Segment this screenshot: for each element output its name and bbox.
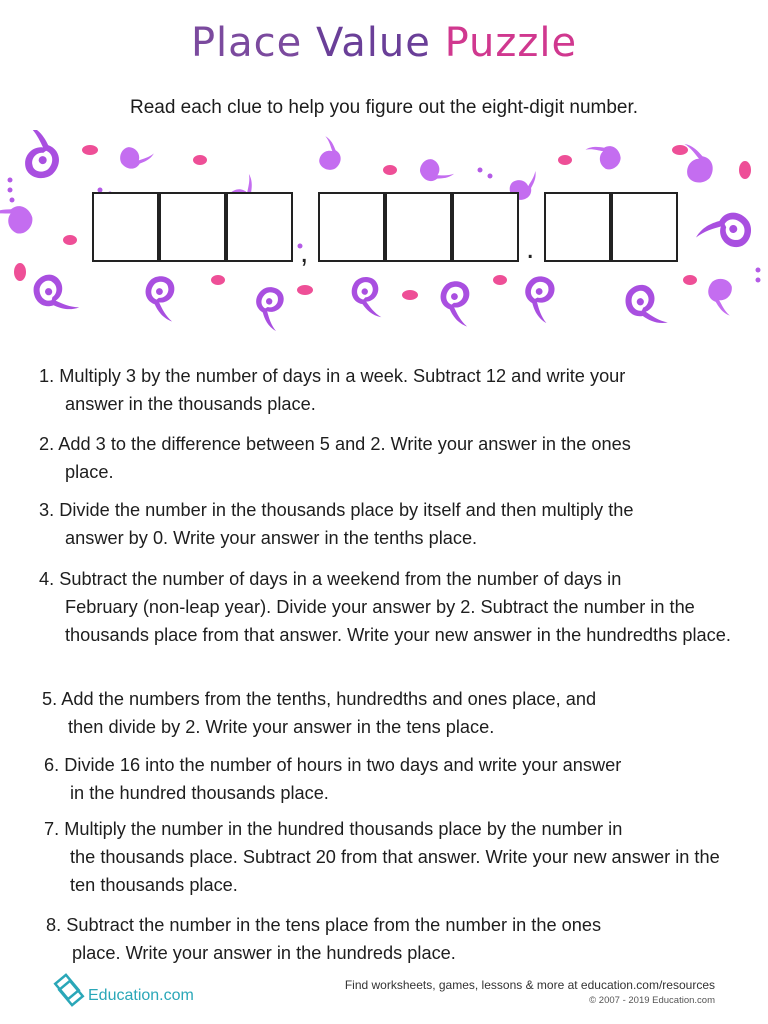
clue-number: 1. bbox=[39, 366, 55, 386]
clue-text: Divide 16 into the number of hours in two days and write your answer bbox=[64, 755, 622, 775]
clue-text: Subtract the number of days in a weekend from the number of days in bbox=[59, 569, 622, 589]
clue-text-continued: the thousands place. Subtract 20 from that answer. Write your new answer in the ten thousands place. bbox=[70, 847, 720, 895]
clue-text: Add the numbers from the tenths, hundredths and ones place, and bbox=[61, 689, 597, 709]
clue-text-continued: in the hundred thousands place. bbox=[70, 783, 329, 803]
clue-5 bbox=[42, 685, 742, 741]
clue-text: Subtract the number in the tens place from the number in the ones bbox=[66, 915, 602, 935]
clue-text-continued: place. bbox=[65, 462, 114, 482]
clue-number: 5. bbox=[42, 689, 58, 709]
digit-box-tens[interactable] bbox=[385, 192, 452, 262]
clue-text: Add 3 to the difference between 5 and 2. Write your answer in the ones bbox=[58, 434, 631, 454]
decimal-point: . bbox=[526, 232, 535, 265]
footer-tagline: Find worksheets, games, lessons & more at education.com/resources bbox=[344, 978, 715, 992]
digit-box-hundred-thousands[interactable] bbox=[92, 192, 159, 262]
clue-number: 3. bbox=[39, 500, 55, 520]
education-logo-text[interactable]: Education.com bbox=[88, 987, 194, 1004]
education-logo-icon[interactable] bbox=[52, 973, 92, 1013]
digit-box-thousands[interactable] bbox=[226, 192, 293, 262]
clue-3 bbox=[39, 496, 739, 552]
clue-number: 2. bbox=[39, 434, 55, 454]
clue-7 bbox=[44, 815, 744, 899]
clue-text: Divide the number in the thousands place by itself and then multiply the bbox=[59, 500, 634, 520]
title-part-puzzle: Puzzle bbox=[444, 20, 578, 66]
clue-text-continued: place. Write your answer in the hundreds place. bbox=[72, 943, 456, 963]
clue-4 bbox=[39, 565, 739, 649]
digit-box-ten-thousands[interactable] bbox=[159, 192, 226, 262]
digit-box-ones[interactable] bbox=[452, 192, 519, 262]
digit-boxes bbox=[92, 192, 692, 269]
clue-text-continued: answer in the thousands place. bbox=[65, 394, 316, 414]
instructions: Read each clue to help you figure out the eight-digit number. bbox=[129, 97, 639, 118]
clue-number: 6. bbox=[44, 755, 60, 775]
clue-text-continued: then divide by 2. Write your answer in the tens place. bbox=[68, 717, 495, 737]
clue-text: Multiply the number in the hundred thousands place by the number in bbox=[64, 819, 623, 839]
footer-copyright: © 2007 - 2019 Education.com bbox=[589, 995, 715, 1006]
clue-number: 4. bbox=[39, 569, 55, 589]
clue-1 bbox=[39, 362, 739, 418]
clue-text-continued: answer by 0. Write your answer in the tenths place. bbox=[65, 528, 478, 548]
clue-text: Multiply 3 by the number of days in a week. Subtract 12 and write your bbox=[59, 366, 626, 386]
clue-2 bbox=[39, 430, 739, 486]
title-part-value: Value bbox=[316, 20, 445, 66]
title-part-place: Place bbox=[190, 20, 316, 66]
clue-text-continued: February (non-leap year). Divide your answer by 2. Subtract the number in the thousands place from that answer. Write your new answer in the hundredths place. bbox=[65, 597, 731, 645]
digit-box-tenths[interactable] bbox=[544, 192, 611, 262]
clue-number: 8. bbox=[46, 915, 62, 935]
digit-box-hundreds[interactable] bbox=[318, 192, 385, 262]
clue-number: 7. bbox=[44, 819, 60, 839]
clue-8 bbox=[46, 911, 746, 967]
clue-6 bbox=[44, 751, 744, 807]
comma-separator: , bbox=[300, 236, 309, 269]
digit-box-hundredths[interactable] bbox=[611, 192, 678, 262]
page-title bbox=[0, 20, 768, 66]
